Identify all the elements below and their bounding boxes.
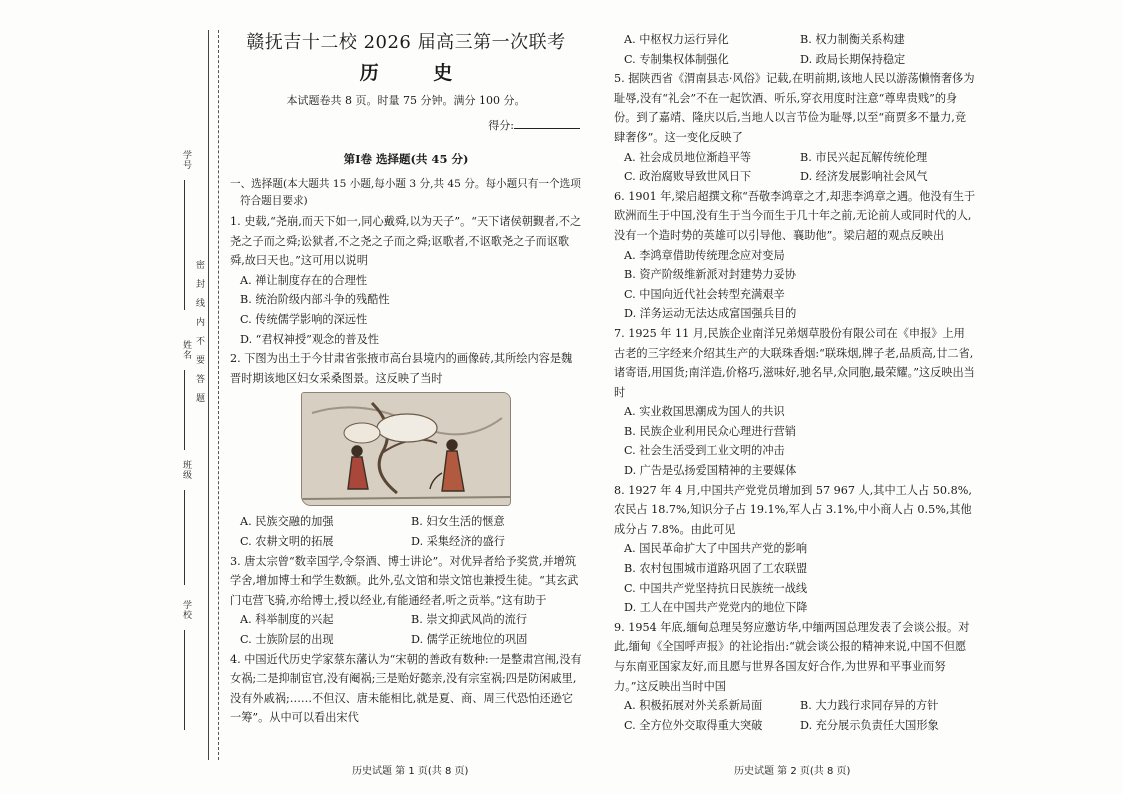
- option-a[interactable]: A. 科举制度的兴起: [240, 613, 334, 627]
- option-b[interactable]: B. 大力践行求同存异的方针: [800, 699, 939, 713]
- label-school: 学校: [181, 600, 191, 620]
- score-line: [230, 112, 582, 140]
- question-stem: 3. 唐太宗曾“数幸国学,令祭酒、博士讲论”。对优异者给予奖赏,并增筑学舍,增加博士和学生数额。此外,弘文馆和崇文馆也兼授生徒。“其玄武门屯营飞骑,亦给博士,授以经业,有能通经者,听之贡举。”这有助于: [230, 554, 579, 607]
- option-c[interactable]: C. 中国共产党坚持抗日民族统一战线: [624, 581, 808, 595]
- option-c[interactable]: C. 士族阶层的出现: [240, 632, 334, 646]
- mulberry-picking-brick-image: [301, 392, 511, 506]
- question-stem: 5. 据陕西省《渭南县志·风俗》记载,在明前期,该地人民以游荡懒惰奢侈为耻辱,没有“礼会”不在一起饮酒、听乐,穿衣用度时注意“尊卑贵贱”的身份。到了嘉靖、隆庆以后,当地人以言节俭为耻辱,以至“商贾多不量力,竞肆奢侈”。这一变化反映了: [614, 72, 975, 144]
- question-4-options: [614, 30, 976, 69]
- label-name: 姓名: [181, 340, 191, 360]
- question-stem: 7. 1925 年 11 月,民族企业南洋兄弟烟草股份有限公司在《申报》上用古老的三字经来介绍其生产的大联珠香烟:“联珠烟,牌子老,品质高,廿二省,诸寄语,用国货;南洋造,价格巧,滋味好,驰名早,众同胞,最荣耀。”这反映出当时: [614, 326, 975, 399]
- label-student-id: 学号: [181, 150, 191, 170]
- option-d[interactable]: D. 充分展示负责任大国形象: [800, 718, 939, 732]
- option-d[interactable]: D. 政局长期保持稳定: [800, 52, 906, 66]
- option-a[interactable]: A. 民族交融的加强: [240, 515, 334, 529]
- subject-title: 历 史: [359, 62, 477, 84]
- binding-strip: [160, 30, 230, 760]
- option-b[interactable]: B. 资产阶级维新派对封建势力妥协: [624, 268, 796, 282]
- option-d[interactable]: D. 洋务运动无法达成富国强兵目的: [624, 307, 797, 321]
- question-4: [230, 650, 582, 728]
- column-left: [230, 30, 582, 728]
- question-stem: 6. 1901 年,梁启超撰文称“吾敬李鸿章之才,却悲李鸿章之遇。他没有生于欧洲而生于中国,没有生于当今而生于几十年之前,无论前人或同时代的人,没有一个造时势的英雄可以引导他、襄助他”。梁启超的观点反映出: [614, 189, 976, 242]
- question-6: [614, 187, 976, 324]
- name-field[interactable]: [184, 370, 186, 450]
- option-a[interactable]: A. 中枢权力运行异化: [624, 33, 729, 46]
- option-b[interactable]: B. 妇女生活的惬意: [411, 515, 505, 529]
- option-b[interactable]: B. 市民兴起瓦解传统伦理: [800, 150, 928, 164]
- section-instructions: 一、选择题(本大题共 15 小题,每小题 3 分,共 45 分。每小题只有一个选项符合题目要求): [230, 178, 581, 207]
- option-d[interactable]: D. 工人在中国共产党党内的地位下降: [624, 601, 808, 615]
- label-class: 班级: [181, 460, 191, 480]
- question-stem: 8. 1927 年 4 月,中国共产党党员增加到 57 967 人,其中工人占 50.8%,农民占 18.7%,知识分子占 19.1%,军人占 3.1%,中小商人占 0.5%,其他成分占 7.8%。由此可见: [614, 483, 972, 536]
- option-b[interactable]: B. 农村包围城市道路巩固了工农联盟: [624, 562, 808, 576]
- option-b[interactable]: B. 统治阶级内部斗争的残酷性: [240, 293, 390, 307]
- question-stem: 4. 中国近代历史学家蔡东藩认为“宋朝的善政有数种:一是整肃宫闱,没有女祸;二是抑制宦官,没有阉祸;三是贻好懿亲,没有宗室祸;四是防闲戚里,没有外戚祸;……不但汉、唐未能相比,就是夏、商、周三代恐怕还逊它一筹”。从中可以看出宋代: [230, 652, 582, 725]
- question-1: [230, 212, 582, 349]
- option-a[interactable]: A. 实业救国思潮成为国人的共识: [624, 405, 785, 419]
- question-stem: 9. 1954 年底,缅甸总理吴努应邀访华,中缅两国总理发表了会谈公报。对此,缅甸《全国呼声报》的社论指出:“就会谈公报的精神来说,中国不但愿与东南亚国家友好,而且愿与世界各国友好合作,为世界和平事业而努力。”这反映出当时中国: [614, 620, 970, 693]
- question-8: [614, 481, 976, 618]
- class-field[interactable]: [184, 490, 186, 585]
- exam-info: 本试题卷共 8 页。时量 75 分钟。满分 100 分。: [286, 94, 526, 107]
- option-a[interactable]: A. 积极拓展对外关系新局面: [624, 699, 763, 713]
- question-5: [614, 69, 976, 187]
- option-b[interactable]: B. 崇文抑武风尚的流行: [411, 613, 528, 627]
- question-7: [614, 324, 976, 481]
- section-title: 第Ⅰ卷 选择题(共 45 分): [343, 152, 469, 166]
- binding-line-outer: [208, 30, 209, 760]
- question-3: [230, 552, 582, 650]
- seal-line: [218, 30, 219, 760]
- option-b[interactable]: B. 权力制衡关系构建: [800, 33, 905, 46]
- option-c[interactable]: C. 专制集权体制强化: [624, 52, 729, 66]
- question-stem: 1. 史载,“尧崩,而天下如一,同心戴舜,以为天子”。“天下诸侯朝觐者,不之尧之子而之舜;讼狱者,不之尧之子而之舜;讴歌者,不讴歌尧之子而讴歌舜,故曰天也。”这可用以说明: [230, 215, 582, 268]
- exam-title: 赣抚吉十二校 2026 届高三第一次联考: [246, 32, 566, 53]
- option-c[interactable]: C. 全方位外交取得重大突破: [624, 718, 763, 732]
- option-d[interactable]: D. 采集经济的盛行: [411, 534, 505, 548]
- option-c[interactable]: C. 农耕文明的拓展: [240, 534, 334, 548]
- option-a[interactable]: A. 禅让制度存在的合理性: [240, 273, 368, 287]
- option-a[interactable]: A. 国民革命扩大了中国共产党的影响: [624, 542, 808, 556]
- option-a[interactable]: A. 社会成员地位渐趋平等: [624, 150, 752, 164]
- brick-painting-icon: [302, 393, 510, 505]
- option-c[interactable]: C. 政治腐败导致世风日下: [624, 170, 752, 184]
- page-footer-left: 历史试题 第 1 页(共 8 页): [352, 766, 469, 777]
- student-id-field[interactable]: [184, 180, 186, 310]
- question-stem: 2. 下图为出土于今甘肃省张掖市高台县境内的画像砖,其所绘内容是魏晋时期该地区妇女采桑图景。这反映了当时: [230, 352, 573, 385]
- question-2: [230, 349, 582, 551]
- option-c[interactable]: C. 中国向近代社会转型充满艰辛: [624, 287, 785, 301]
- option-b[interactable]: B. 民族企业利用民众心理进行营销: [624, 424, 796, 438]
- seal-notice: 密封线内不要答题: [194, 260, 204, 412]
- option-a[interactable]: A. 李鸿章借助传统理念应对变局: [624, 248, 785, 262]
- page-footer-right: 历史试题 第 2 页(共 8 页): [734, 766, 851, 777]
- score-blank[interactable]: [514, 116, 580, 129]
- option-d[interactable]: D. 广告是弘扬爱国精神的主要媒体: [624, 464, 797, 478]
- column-right: [614, 30, 976, 735]
- option-c[interactable]: C. 传统儒学影响的深远性: [240, 312, 368, 326]
- question-9: [614, 618, 976, 736]
- school-field[interactable]: [184, 630, 186, 730]
- score-label: 得分:: [488, 119, 514, 132]
- option-d[interactable]: D. 经济发展影响社会风气: [800, 170, 928, 184]
- option-d[interactable]: D. 儒学正统地位的巩固: [411, 632, 528, 646]
- option-c[interactable]: C. 社会生活受到工业文明的冲击: [624, 444, 785, 458]
- option-d[interactable]: D. “君权神授”观念的普及性: [240, 332, 379, 346]
